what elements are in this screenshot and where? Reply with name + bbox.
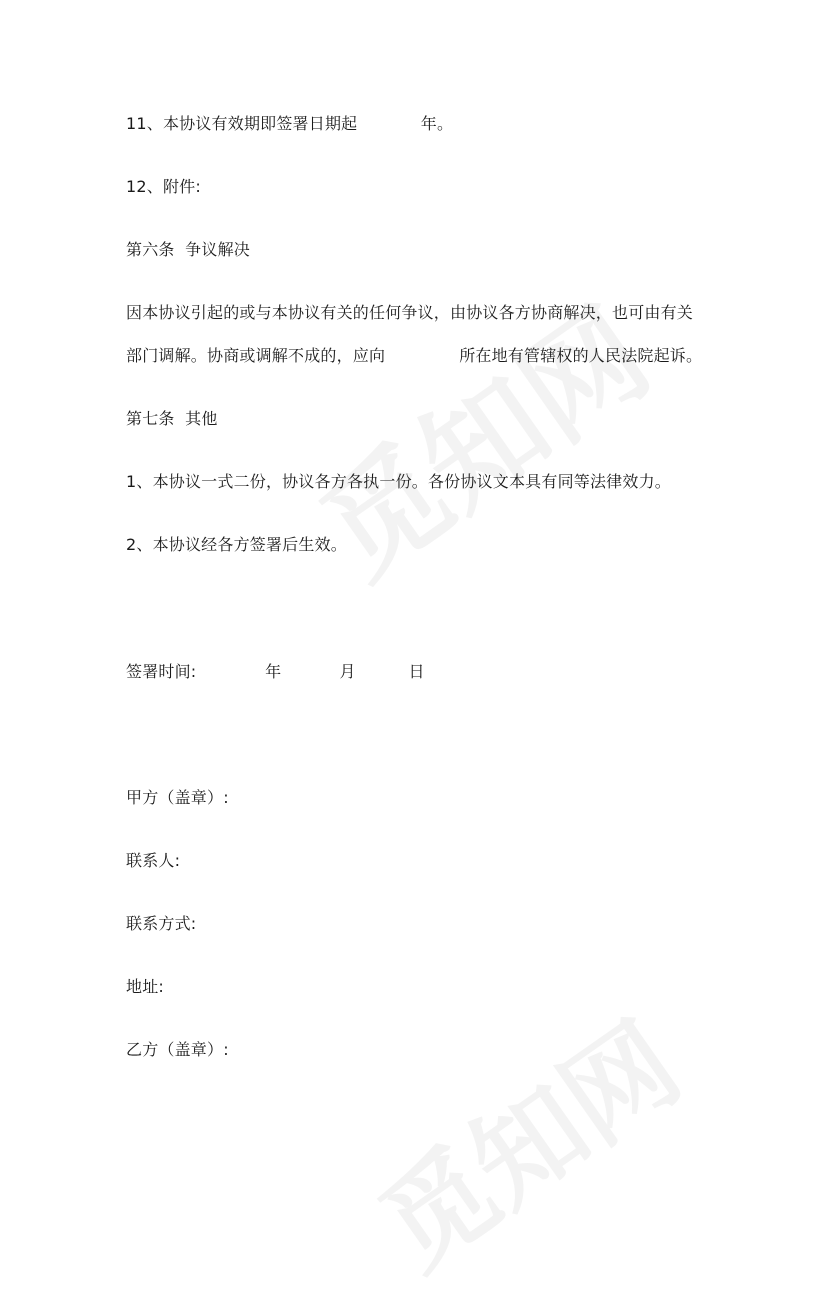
article-7-heading: 第七条 其他 [126,409,218,428]
article-6-heading: 第六条 争议解决 [126,240,250,259]
article-7-item-1: 1、本协议一式二份，协议各方各执一份。各份协议文本具有同等法律效力。 [126,472,671,491]
contact-method-label: 联系方式: [126,914,197,933]
contact-person-label: 联系人: [126,851,181,870]
party-b-seal-label: 乙方（盖章）: [126,1040,229,1059]
article-7-item-2: 2、本协议经各方签署后生效。 [126,535,347,554]
clause-12: 12、附件: [126,177,201,196]
clause-11: 11、本协议有效期即签署日期起 年。 [126,114,454,133]
article-6-paragraph-line-2: 部门调解。协商或调解不成的，应向 所在地有管辖权的人民法院起诉。 [126,346,703,365]
party-a-seal-label: 甲方（盖章）: [126,788,229,807]
watermark [345,980,706,1298]
address-label: 地址: [126,977,164,996]
article-6-paragraph-line-1: 因本协议引起的或与本协议有关的任何争议，由协议各方协商解决，也可由有关 [126,303,694,322]
sign-time: 签署时间: 年 月 日 [126,662,425,681]
